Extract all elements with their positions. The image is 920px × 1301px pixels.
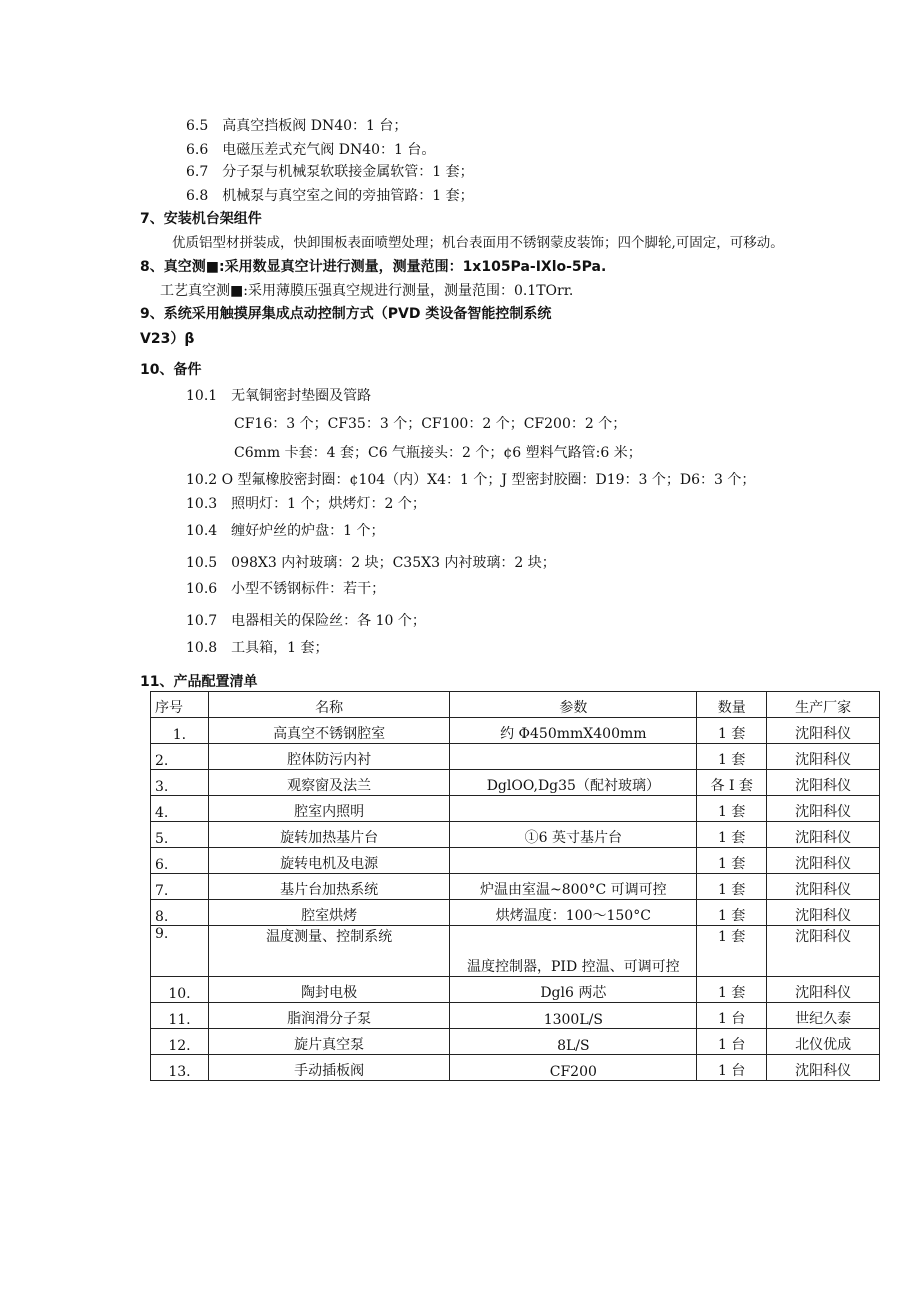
row-index: 12.: [151, 1029, 209, 1055]
row-maker: 沈阳科仪: [767, 744, 880, 770]
header-maker: 生产厂家: [767, 692, 880, 718]
row-params: [450, 796, 697, 822]
row-index: 1.: [151, 718, 209, 744]
row-name: 腔体防污内衬: [208, 744, 450, 770]
row-qty: 各 I 套: [697, 770, 767, 796]
spare-10-8: 10.8 工具箱，1 套；: [186, 640, 329, 656]
row-params: 炉温由室温~800°C 可调可控: [450, 874, 697, 900]
spare-10-5: 10.5 098X3 内衬玻璃：2 块；C35X3 内衬玻璃：2 块；: [186, 555, 556, 571]
row-name: 基片台加热系统: [208, 874, 450, 900]
table-row: [151, 926, 880, 977]
section-8-text: 工艺真空测■:采用薄膜压强真空规进行测量，测量范围：0.1TOrr.: [160, 283, 574, 299]
row-index: 9.: [151, 926, 209, 977]
row-qty: 1 套: [697, 848, 767, 874]
table-row: [151, 848, 880, 874]
table-row: [151, 744, 880, 770]
row-qty: 1 套: [697, 718, 767, 744]
section-9-heading: 9、系统采用触摸屏集成点动控制方式（PVD 类设备智能控制系统: [140, 306, 552, 322]
section-9-version: V23）β: [140, 331, 195, 347]
row-maker: 沈阳科仪: [767, 848, 880, 874]
header-params: 参数: [450, 692, 697, 718]
row-params: [450, 744, 697, 770]
row-maker: 沈阳科仪: [767, 977, 880, 1003]
row-index: 3.: [151, 770, 209, 796]
row-qty: 1 套: [697, 874, 767, 900]
row-name: 手动插板阀: [208, 1055, 450, 1081]
row-maker: 沈阳科仪: [767, 926, 880, 977]
spec-6-7: 6.7 分子泵与机械泵软联接金属软管：1 套；: [186, 164, 474, 180]
row-params: 约 Φ450mmX400mm: [450, 718, 697, 744]
row-index: 7.: [151, 874, 209, 900]
table-row: [151, 900, 880, 926]
row-qty: 1 套: [697, 900, 767, 926]
row-maker: 沈阳科仪: [767, 822, 880, 848]
row-params: 1300L/S: [450, 1003, 697, 1029]
row-name: 旋片真空泵: [208, 1029, 450, 1055]
row-maker: 沈阳科仪: [767, 874, 880, 900]
table-row: [151, 977, 880, 1003]
row-name: 腔室内照明: [208, 796, 450, 822]
header-qty: 数量: [697, 692, 767, 718]
section-11-heading: 11、产品配置清单: [140, 674, 258, 690]
row-params: 温度控制器，PID 控温、可调可控: [450, 926, 697, 977]
table-row: [151, 770, 880, 796]
row-name: 陶封电极: [208, 977, 450, 1003]
row-params: DglOO,Dg35（配衬玻璃）: [450, 770, 697, 796]
row-index: 13.: [151, 1055, 209, 1081]
section-8-heading: 8、真空测■:采用数显真空计进行测量，测量范围：1x105Pa-IXlo-5Pa.: [140, 259, 607, 275]
table-header-row: [151, 692, 880, 718]
row-maker: 沈阳科仪: [767, 770, 880, 796]
table-row: [151, 874, 880, 900]
spare-10-3: 10.3 照明灯：1 个；烘烤灯：2 个；: [186, 496, 426, 512]
row-name: 温度测量、控制系统: [208, 926, 450, 977]
row-maker: 沈阳科仪: [767, 1055, 880, 1081]
row-maker: 沈阳科仪: [767, 900, 880, 926]
row-qty: 1 套: [697, 796, 767, 822]
spare-10-2: 10.2 O 型氟橡胶密封圈：¢104（内）X4：1 个；J 型密封胶圈：D19：3 个；D6：3 个；: [186, 472, 756, 488]
spare-10-4: 10.4 缠好炉丝的炉盘：1 个；: [186, 523, 385, 539]
table-row: [151, 1055, 880, 1081]
row-index: 11.: [151, 1003, 209, 1029]
spare-10-1-cf: CF16：3 个；CF35：3 个；CF100：2 个；CF200：2 个；: [234, 416, 627, 432]
section-7-heading: 7、安装机台架组件: [140, 211, 262, 227]
row-name: 旋转加热基片台: [208, 822, 450, 848]
row-params: Dgl6 两芯: [450, 977, 697, 1003]
row-index: 2.: [151, 744, 209, 770]
row-name: 高真空不锈钢腔室: [208, 718, 450, 744]
row-qty: 1 台: [697, 1029, 767, 1055]
row-name: 腔室烘烤: [208, 900, 450, 926]
row-params: 8L/S: [450, 1029, 697, 1055]
row-qty: 1 套: [697, 977, 767, 1003]
row-qty: 1 套: [697, 822, 767, 848]
table-row: [151, 1029, 880, 1055]
section-7-text: 优质铝型材拼装成，快卸围板表面喷塑处理；机台表面用不锈钢蒙皮装饰；四个脚轮,可固定，可移动。: [172, 235, 784, 251]
spare-10-1-c6: C6mm 卡套：4 套；C6 气瓶接头：2 个；¢6 塑料气路管:6 米；: [234, 445, 642, 461]
row-name: 观察窗及法兰: [208, 770, 450, 796]
row-qty: 1 台: [697, 1003, 767, 1029]
row-qty: 1 套: [697, 926, 767, 977]
table-row: [151, 718, 880, 744]
row-params: 烘烤温度：100～150°C: [450, 900, 697, 926]
row-index: 4.: [151, 796, 209, 822]
row-maker: 世纪久泰: [767, 1003, 880, 1029]
row-params: ①6 英寸基片台: [450, 822, 697, 848]
table-row: [151, 1003, 880, 1029]
section-10-heading: 10、备件: [140, 362, 202, 378]
row-index: 8.: [151, 900, 209, 926]
spare-10-1: 10.1 无氧铜密封垫圈及管路: [186, 388, 372, 404]
header-index: 序号: [151, 692, 209, 718]
row-index: 10.: [151, 977, 209, 1003]
row-index: 6.: [151, 848, 209, 874]
spec-6-8: 6.8 机械泵与真空室之间的旁抽管路：1 套；: [186, 188, 474, 204]
table-row: [151, 796, 880, 822]
spec-6-5: 6.5 高真空挡板阀 DN40：1 台；: [186, 118, 408, 134]
row-maker: 沈阳科仪: [767, 718, 880, 744]
config-table: [150, 691, 880, 1081]
table-row: [151, 822, 880, 848]
row-qty: 1 套: [697, 744, 767, 770]
spec-6-6: 6.6 电磁压差式充气阀 DN40：1 台。: [186, 142, 436, 158]
row-name: 脂润滑分子泵: [208, 1003, 450, 1029]
row-index: 5.: [151, 822, 209, 848]
row-name: 旋转电机及电源: [208, 848, 450, 874]
row-qty: 1 台: [697, 1055, 767, 1081]
row-maker: 北仪优成: [767, 1029, 880, 1055]
row-params: CF200: [450, 1055, 697, 1081]
row-maker: 沈阳科仪: [767, 796, 880, 822]
spare-10-7: 10.7 电器相关的保险丝：各 10 个；: [186, 613, 426, 629]
spare-10-6: 10.6 小型不锈钢标件：若干；: [186, 581, 386, 597]
header-name: 名称: [208, 692, 450, 718]
row-params: [450, 848, 697, 874]
